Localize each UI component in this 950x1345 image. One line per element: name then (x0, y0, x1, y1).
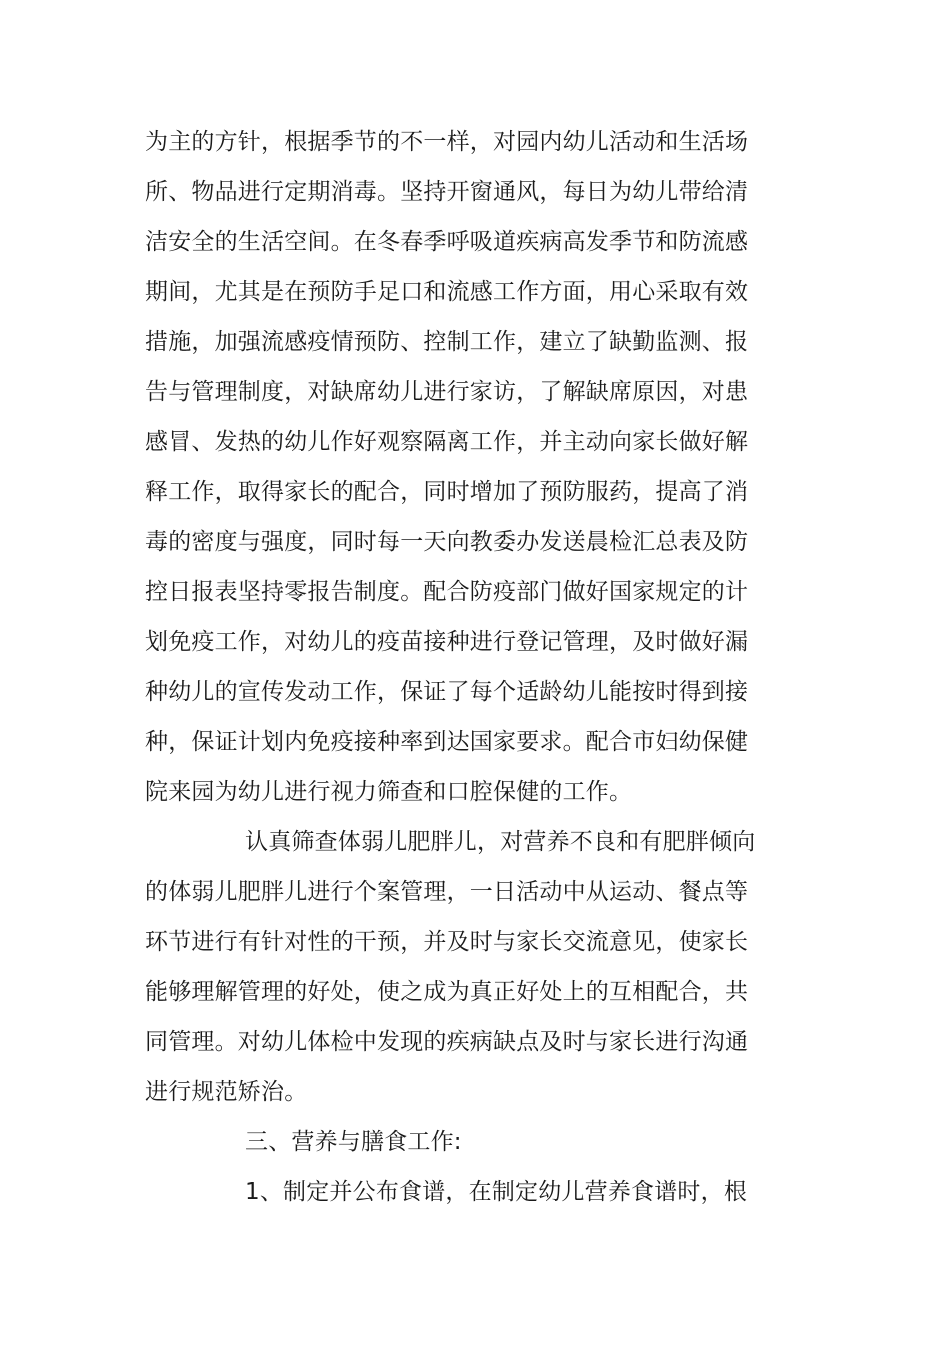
paragraph-line: 为主的方针，根据季节的不一样，对园内幼儿活动和生活场 (145, 129, 749, 155)
paragraph-line: 环节进行有针对性的干预，并及时与家长交流意见，使家长 (145, 929, 749, 955)
paragraph-line: 毒的密度与强度，同时每一天向教委办发送晨检汇总表及防 (145, 529, 749, 555)
paragraph-line: 所、物品进行定期消毒。坚持开窗通风，每日为幼儿带给清 (145, 179, 749, 205)
document-body (145, 117, 756, 1237)
paragraph-line: 告与管理制度，对缺席幼儿进行家访，了解缺席原因，对患 (145, 379, 749, 405)
section-heading: 三、营养与膳食工作: (245, 1129, 462, 1155)
paragraph-line: 种幼儿的宣传发动工作，保证了每个适龄幼儿能按时得到接 (145, 679, 749, 705)
paragraph-line: 院来园为幼儿进行视力筛查和口腔保健的工作。 (145, 779, 633, 805)
paragraph-line: 控日报表坚持零报告制度。配合防疫部门做好国家规定的计 (145, 579, 749, 605)
paragraph-line: 的体弱儿肥胖儿进行个案管理，一日活动中从运动、餐点等 (145, 879, 749, 905)
paragraph-line: 能够理解管理的好处，使之成为真正好处上的互相配合，共 (145, 979, 749, 1005)
paragraph-line: 洁安全的生活空间。在冬春季呼吸道疾病高发季节和防流感 (145, 229, 749, 255)
paragraph-first-line: 认真筛查体弱儿肥胖儿，对营养不良和有肥胖倾向 (245, 829, 756, 855)
paragraph-line: 释工作，取得家长的配合，同时增加了预防服药，提高了消 (145, 479, 749, 505)
list-item: 1、制定并公布食谱，在制定幼儿营养食谱时，根 (245, 1179, 748, 1205)
paragraph-line: 同管理。对幼儿体检中发现的疾病缺点及时与家长进行沟通 (145, 1029, 749, 1055)
paragraph-line: 期间，尤其是在预防手足口和流感工作方面，用心采取有效 (145, 279, 749, 305)
paragraph-line: 措施，加强流感疫情预防、控制工作，建立了缺勤监测、报 (145, 329, 749, 355)
paragraph-line: 种，保证计划内免疫接种率到达国家要求。配合市妇幼保健 (145, 729, 749, 755)
paragraph-line: 进行规范矫治。 (145, 1079, 308, 1105)
paragraph-line: 划免疫工作，对幼儿的疫苗接种进行登记管理，及时做好漏 (145, 629, 749, 655)
paragraph-line: 感冒、发热的幼儿作好观察隔离工作，并主动向家长做好解 (145, 429, 749, 455)
